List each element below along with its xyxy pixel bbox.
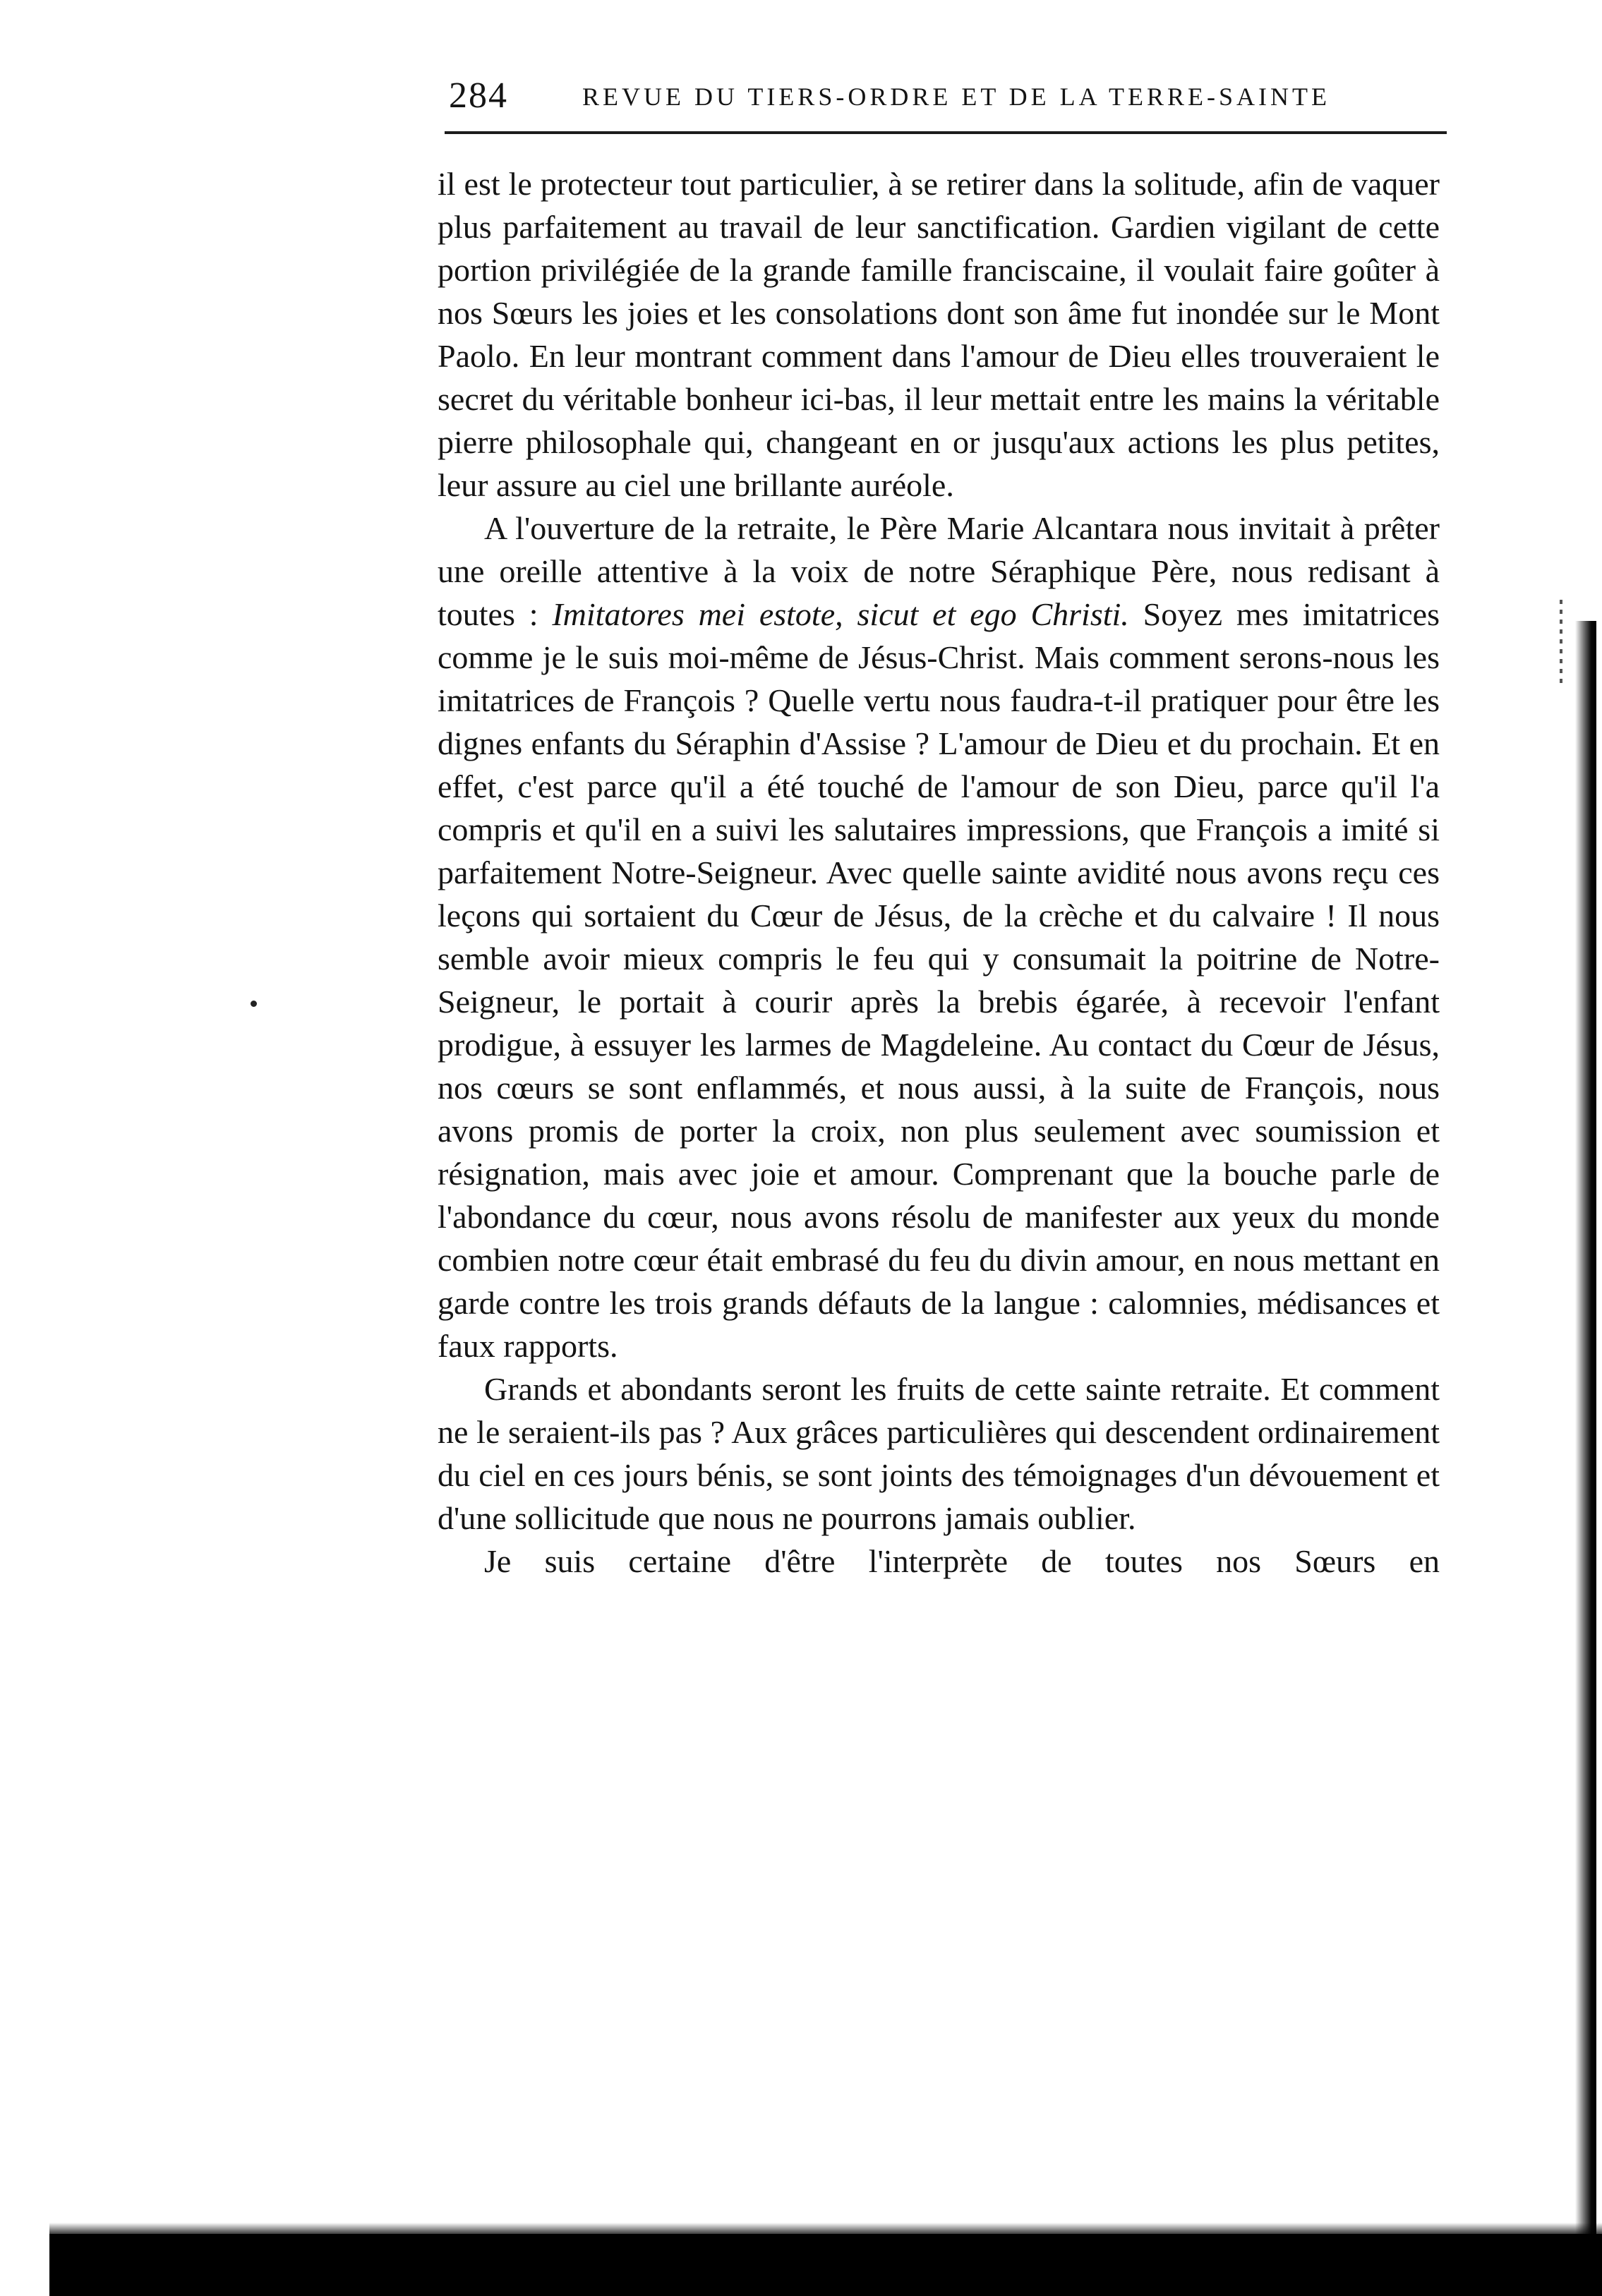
paragraph-fruits: Grands et abondants seront les fruits de cette sainte retraite. Et comment ne le seraient-ils pas ? Aux grâces particulières qui descendent ordinairement du ciel en ces jours bénis, se sont joints des témoignages d'un dévouement et d'une sollicitude que nous ne pourrons jamais oublier.: [438, 1371, 1440, 1536]
scan-bottom-edge: [49, 2234, 1602, 2296]
paragraph-continued: il est le protecteur tout particulier, à se retirer dans la solitude, afin de vaquer plus parfaitement au travail de leur sanctification. Gardien vigilant de cette portion privilégiée de la grande famille franciscaine, il voulait faire goûter à nos Sœurs les joies et les consolations dont son âme fut inondée sur le Mont Paolo. En leur montrant comment dans l'amour de Dieu elles trouveraient le secret du véritable bonheur ici-bas, il leur mettait entre les mains la véritable pierre philosophale qui, changeant en or jusqu'aux actions les plus petites, leur assure au ciel une brillante auréole.: [438, 166, 1440, 503]
paragraph-text: A l'ouverture de la retraite, le Père Marie Alcantara nous invitait à prêter une oreille attentive à la voix de notre Séraphique Père, nous redisant à toutes :: [438, 510, 1440, 632]
scan-edge-speckle: [1560, 600, 1562, 684]
running-head: [445, 71, 1447, 127]
page-number: 284: [449, 75, 508, 116]
paragraph-retreat-opening: [438, 507, 1440, 1367]
paragraph-closing-fragment: Je suis certaine d'être l'interprète de toutes nos Sœurs en: [484, 1543, 1440, 1579]
running-title: REVUE DU TIERS-ORDRE ET DE LA TERRE-SAINTE: [582, 83, 1330, 111]
scan-right-edge: [1575, 621, 1596, 2296]
scan-speck: [251, 1001, 257, 1007]
paragraph-text: Soyez mes imitatrices comme je le suis moi-même de Jésus-Christ. Mais comment serons-nous les imitatrices de François ? Quelle vertu nous faudra-t-il pratiquer pour être les dignes enfants du Séraphin d'Assise ? L'amour de Dieu et du prochain. Et en effet, c'est parce qu'il a été touché de l'amour de son Dieu, parce qu'il l'a compris et qu'il en a suivi les salutaires impressions, que François a imité si parfaitement Notre-Seigneur. Avec quelle sainte avidité nous avons reçu ces leçons qui sortaient du Cœur de Jésus, de la crèche et du calvaire ! Il nous semble avoir mieux compris le feu qui y consumait la poitrine de Notre-Seigneur, le portait à courir après la brebis égarée, à recevoir l'enfant prodigue, à essuyer les larmes de Magdeleine. Au contact du Cœur de Jésus, nos cœurs se sont enflammés, et nous aussi, à la suite de François, nous avons promis de porter la croix, non plus seulement avec soumission et résignation, mais avec joie et amour. Comprenant que la bouche parle de l'abondance du cœur, nous avons résolu de manifester aux yeux du monde combien notre cœur était embrasé du feu du divin amour, en nous mettant en garde contre les trois grands défauts de la langue : calomnies, médisances et faux rapports.: [438, 596, 1440, 1364]
header-rule: [445, 131, 1447, 134]
latin-quote: Imitatores mei estote, sicut et ego Christi.: [552, 596, 1129, 632]
body-text: [438, 162, 1440, 1583]
